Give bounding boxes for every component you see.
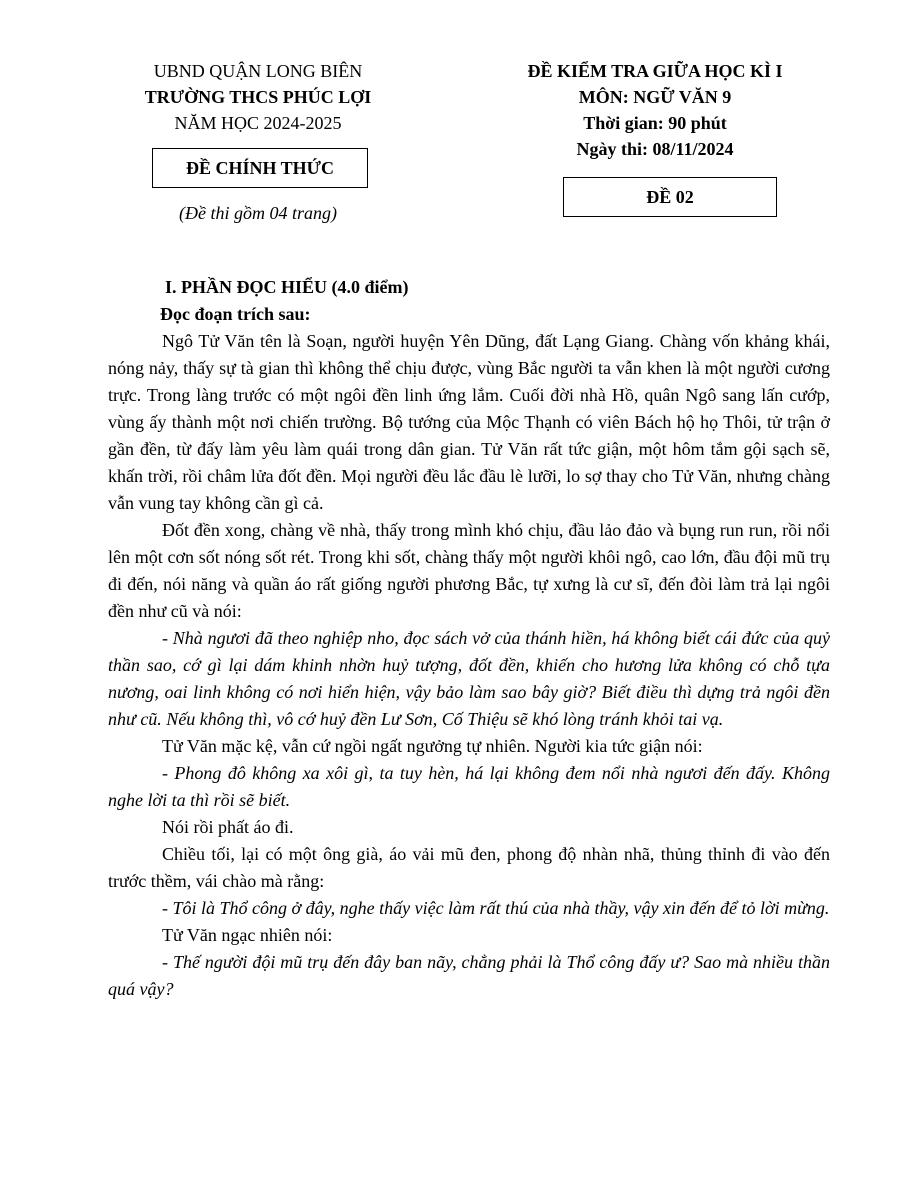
exam-subject: MÔN: NGỮ VĂN 9 [578,87,732,107]
page-count-note: (Đề thi gồm 04 trang) [179,203,337,223]
official-exam-box: ĐỀ CHÍNH THỨC [152,148,368,188]
exam-code-box: ĐỀ 02 [563,177,777,217]
passage-dialogue: - Tôi là Thổ công ở đây, nghe thấy việc làm rất thú của nhà thầy, vậy xin đến để tỏ lời mừng. [162,898,830,918]
passage-dialogue: - Nhà ngươi đã theo nghiệp nho, đọc sách vở của thánh hiền, há không biết cái đức của quỷ thần sao, cớ gì lại dám khinh nhờn huỷ tượng, đốt đền, khiến cho hương lửa không có chỗ tựa nương, oai linh không có nơi hiển hiện, vậy bảo làm sao bây giờ? Biết điều thì dựng trả ngôi đền như cũ. Nếu không thì, vô cớ huỷ đền Lư Sơn, Cố Thiệu sẽ khó lòng tránh khỏi tai vạ. [108,628,830,729]
passage-paragraph: Chiều tối, lại có một ông già, áo vải mũ đen, phong độ nhàn nhã, thủng thỉnh đi vào đến trước thềm, vái chào mà rằng: [108,844,830,891]
passage-dialogue: - Thế người đội mũ trụ đến đây ban nãy, chẳng phải là Thổ công đấy ư? Sao mà nhiều thần quá vậy? [108,952,830,999]
exam-header [470,58,840,162]
exam-title: ĐỀ KIỂM TRA GIỮA HỌC KÌ I [527,61,783,81]
school-header [108,58,408,136]
reading-instruction: Đọc đoạn trích sau: [160,304,311,324]
exam-date: Ngày thi: 08/11/2024 [576,139,734,159]
passage-paragraph: Tử Văn ngạc nhiên nói: [162,925,333,945]
passage-paragraph: Nói rồi phất áo đi. [162,817,294,837]
passage-paragraph: Đốt đền xong, chàng về nhà, thấy trong mình khó chịu, đầu lảo đảo và bụng run run, rồi nổi lên một cơn sốt nóng sốt rét. Trong khi sốt, chàng thấy một người khôi ngô, cao lớn, đầu đội mũ trụ đi đến, nói năng và quần áo rất giống người phương Bắc, tự xưng là cư sĩ, đến đòi làm trả lại ngôi đền như cũ và nói: [108,520,830,621]
exam-content [108,274,830,1003]
school-year: NĂM HỌC 2024-2025 [174,113,342,133]
section-title: I. PHẦN ĐỌC HIỂU (4.0 điểm) [165,277,409,297]
passage-dialogue: - Phong đô không xa xôi gì, ta tuy hèn, há lại không đem nổi nhà ngươi đến đấy. Không nghe lời ta thì rồi sẽ biết. [108,763,830,810]
school-name: TRƯỜNG THCS PHÚC LỢI [144,87,372,107]
district-authority: UBND QUẬN LONG BIÊN [153,61,363,81]
passage-paragraph: Tử Văn mặc kệ, vẫn cứ ngồi ngất ngưởng tự nhiên. Người kia tức giận nói: [162,736,703,756]
passage-paragraph: Ngô Tử Văn tên là Soạn, người huyện Yên Dũng, đất Lạng Giang. Chàng vốn khảng khái, nóng nảy, thấy sự tà gian thì không thể chịu được, vùng Bắc người ta vẫn khen là một người cương trực. Trong làng trước có một ngôi đền linh ứng lắm. Cuối đời nhà Hồ, quân Ngô sang lấn cướp, vùng ấy thành một nơi chiến trường. Bộ tướng của Mộc Thạnh có viên Bách hộ họ Thôi, tử trận ở gần đền, từ đấy làm yêu làm quái trong dân gian. Tử Văn rất tức giận, một hôm tắm gội sạch sẽ, khấn trời, rồi châm lửa đốt đền. Mọi người đều lắc đầu lè lưỡi, lo sợ thay cho Tử Văn, nhưng chàng vẫn vung tay không cần gì cả. [108,331,830,513]
exam-duration: Thời gian: 90 phút [583,113,727,133]
